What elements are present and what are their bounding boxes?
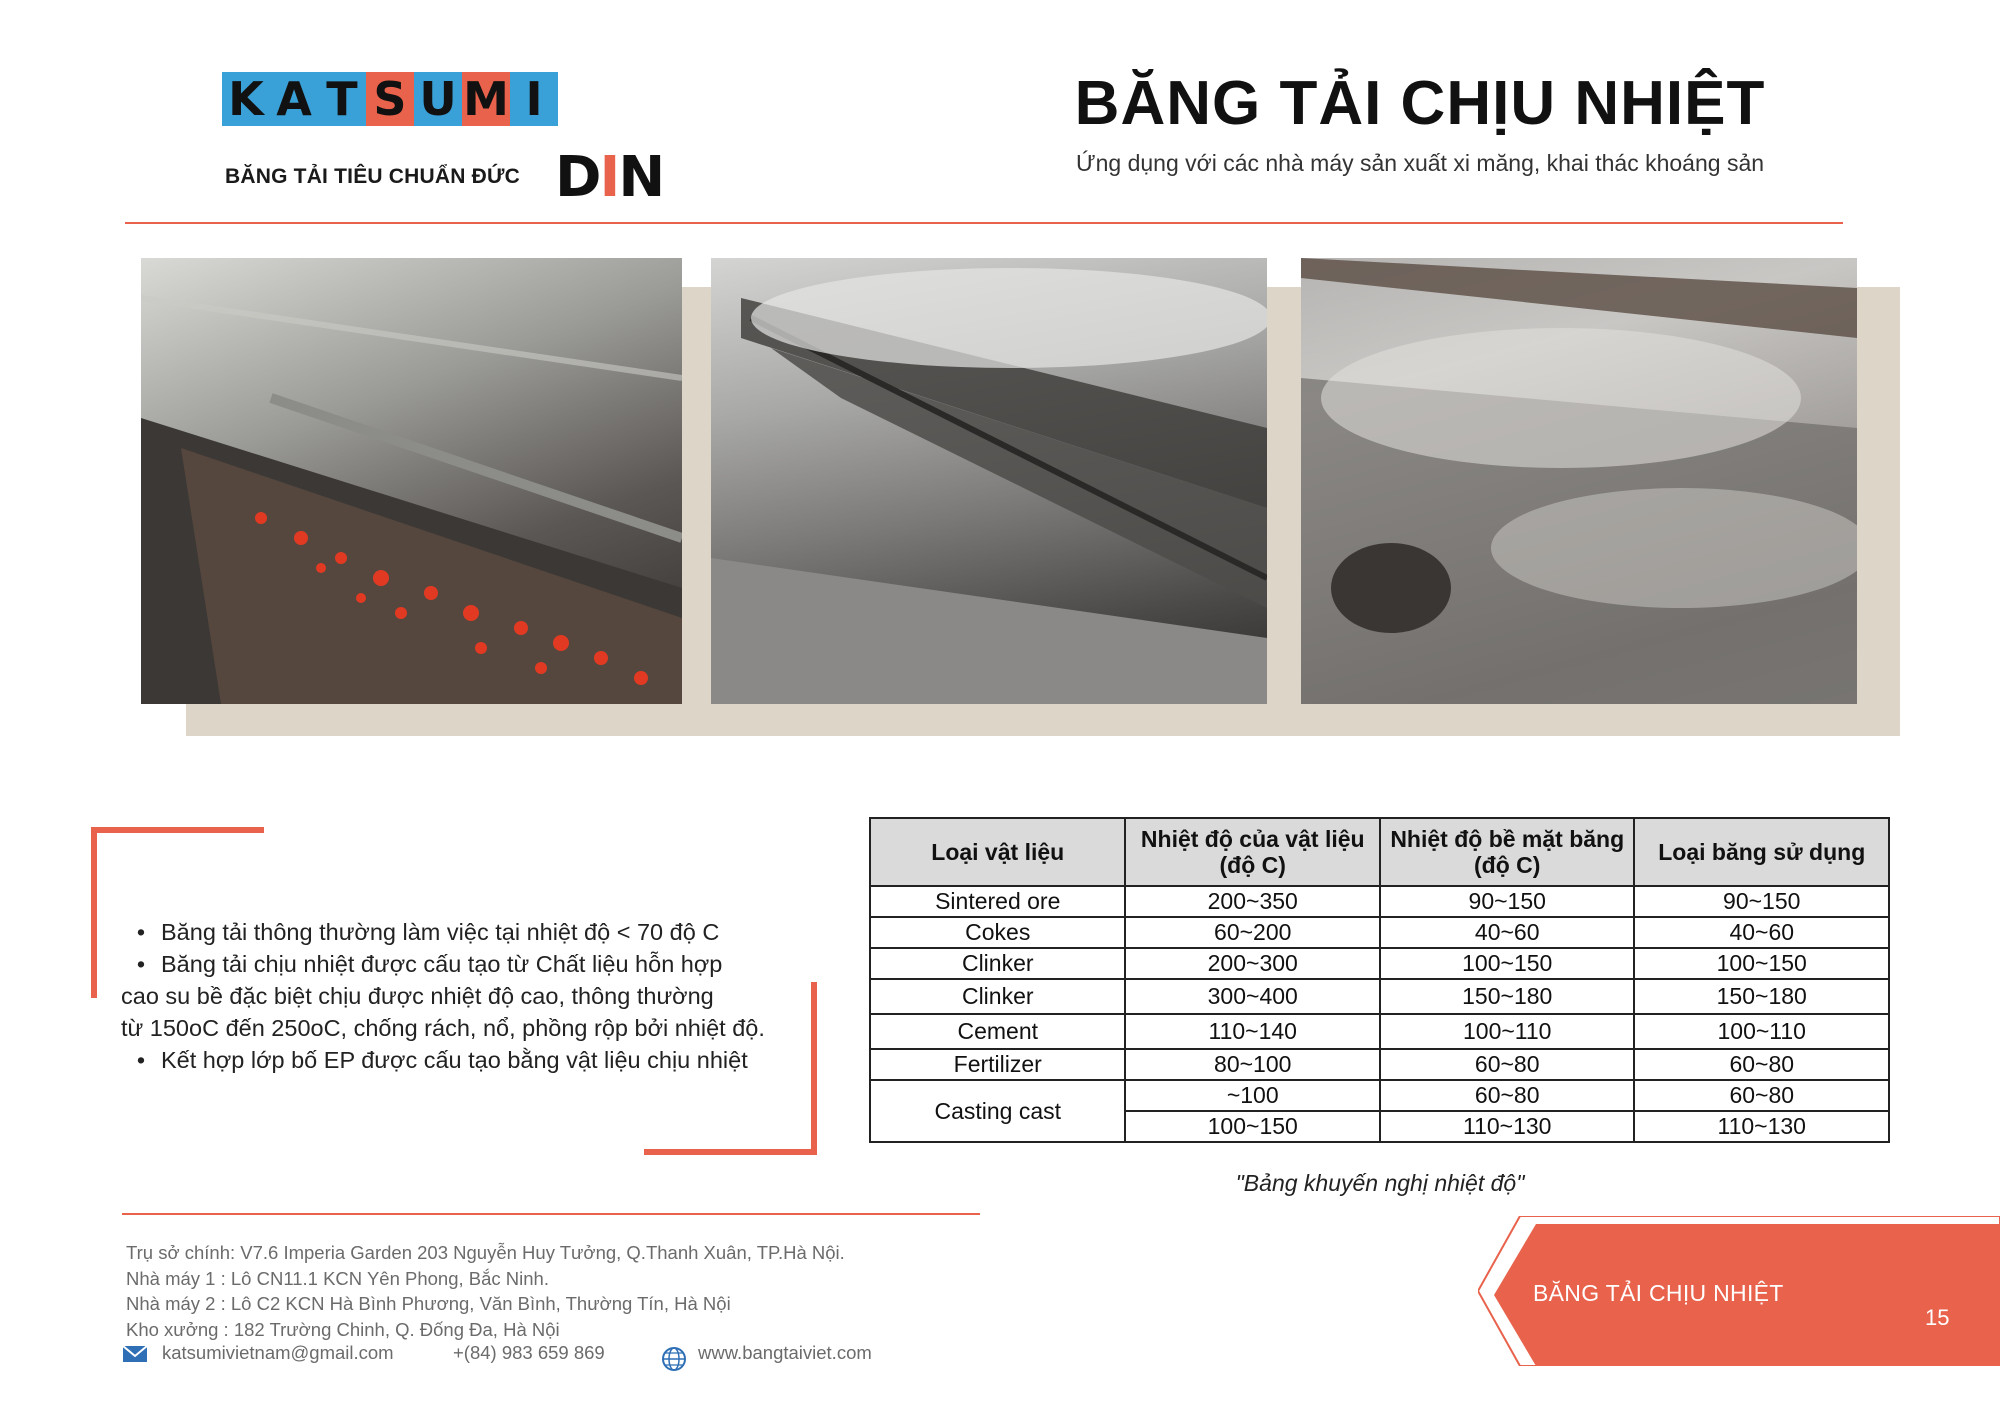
mail-icon bbox=[122, 1345, 148, 1363]
table-row: Clinker 300~400 150~180 150~180 bbox=[870, 979, 1889, 1014]
footer-factory2: Nhà máy 2 : Lô C2 KCN Hà Bình Phương, Văn Bình, Thường Tín, Hà Nội bbox=[126, 1293, 731, 1314]
logo-letter-t: T bbox=[318, 72, 366, 126]
table-caption: "Bảng khuyến nghị nhiệt độ" bbox=[1235, 1170, 1525, 1196]
bullet-continuation: cao su bề đặc biệt chịu được nhiệt độ cao, thông thường bbox=[121, 983, 714, 1009]
footer-divider bbox=[122, 1213, 980, 1215]
din-logo bbox=[555, 145, 663, 210]
contact-phone[interactable]: +(84) 983 659 869 bbox=[453, 1342, 605, 1363]
katsumi-logo bbox=[222, 72, 558, 126]
bullet-item: • Kết hợp lớp bố EP được cấu tạo bằng vật liệu chịu nhiệt bbox=[136, 1047, 748, 1073]
photo-steaming-conveyor bbox=[711, 258, 1267, 704]
photo-steaming-belt-closeup bbox=[1301, 258, 1857, 704]
badge-label: BĂNG TẢI CHỊU NHIỆT bbox=[1533, 1280, 1784, 1306]
temperature-table bbox=[869, 817, 1890, 1143]
table-row: Clinker 200~300 100~150 100~150 bbox=[870, 948, 1889, 979]
table-row: Cokes 60~200 40~60 40~60 bbox=[870, 917, 1889, 948]
photo-hot-conveyor bbox=[141, 258, 682, 704]
logo-letter-i: I bbox=[510, 72, 558, 126]
logo-letter-m: M bbox=[463, 72, 509, 126]
footer-factory1: Nhà máy 1 : Lô CN11.1 KCN Yên Phong, Bắc Ninh. bbox=[126, 1267, 549, 1289]
din-letter-i: I bbox=[599, 145, 619, 210]
feature-bullets bbox=[121, 916, 801, 1076]
bullet-item: • Băng tải chịu nhiệt được cấu tạo từ Chất liệu hỗn hợp bbox=[136, 951, 723, 977]
page-number: 15 bbox=[1925, 1305, 1950, 1330]
logo-letter-s: S bbox=[366, 72, 414, 126]
table-row: Fertilizer 80~100 60~80 60~80 bbox=[870, 1049, 1889, 1080]
bullet-continuation: từ 150oC đến 250oC, chống rách, nổ, phồng rộp bởi nhiệt độ. bbox=[121, 1015, 765, 1041]
globe-icon bbox=[661, 1346, 687, 1372]
frame-corner-top-left bbox=[91, 827, 97, 998]
table-header-row bbox=[870, 818, 1889, 886]
header-material: Loại vật liệu bbox=[870, 818, 1125, 886]
bullet-item: • Băng tải thông thường làm việc tại nhiệt độ < 70 độ C bbox=[136, 919, 720, 945]
header-belt-type: Loại băng sử dụng bbox=[1634, 818, 1889, 886]
din-letter-n: N bbox=[618, 145, 664, 210]
table-row: Sintered ore 200~350 90~150 90~150 bbox=[870, 886, 1889, 917]
header-material-temp: Nhiệt độ của vật liệu (độ C) bbox=[1125, 818, 1380, 886]
contact-website[interactable]: www.bangtaiviet.com bbox=[698, 1342, 872, 1363]
page-title: BĂNG TẢI CHỊU NHIỆT bbox=[1074, 69, 1766, 138]
footer-hq: Trụ sở chính: V7.6 Imperia Garden 203 Nguyễn Huy Tưởng, Q.Thanh Xuân, TP.Hà Nội. bbox=[126, 1242, 845, 1263]
footer-addresses bbox=[126, 1240, 845, 1342]
table-row: Cement 110~140 100~110 100~110 bbox=[870, 1014, 1889, 1049]
table-row: 100~150 110~130 110~130 bbox=[870, 1111, 1889, 1142]
logo-letter-u: U bbox=[414, 72, 462, 126]
table-row: Casting cast ~100 60~80 60~80 bbox=[870, 1080, 1889, 1111]
footer-warehouse: Kho xưởng : 182 Trường Chinh, Q. Đống Đa, Hà Nội bbox=[126, 1318, 560, 1340]
logo-letter-k: K bbox=[222, 72, 270, 126]
page-subtitle: Ứng dụng với các nhà máy sản xuất xi măng, khai thác khoáng sản bbox=[1075, 150, 1765, 176]
frame-corner-top-left-bar bbox=[91, 827, 264, 833]
logo-letter-a: A bbox=[270, 72, 318, 126]
brand-tagline: BĂNG TẢI TIÊU CHUẨN ĐỨC bbox=[225, 165, 521, 188]
din-letter-d: D bbox=[555, 145, 600, 210]
frame-corner-bottom-right-bar bbox=[644, 1149, 817, 1155]
contact-email[interactable]: katsumivietnam@gmail.com bbox=[162, 1342, 394, 1363]
header-surface-temp: Nhiệt độ bề mặt băng (độ C) bbox=[1380, 818, 1635, 886]
header-divider bbox=[125, 222, 1843, 224]
frame-corner-bottom-right bbox=[811, 982, 817, 1155]
